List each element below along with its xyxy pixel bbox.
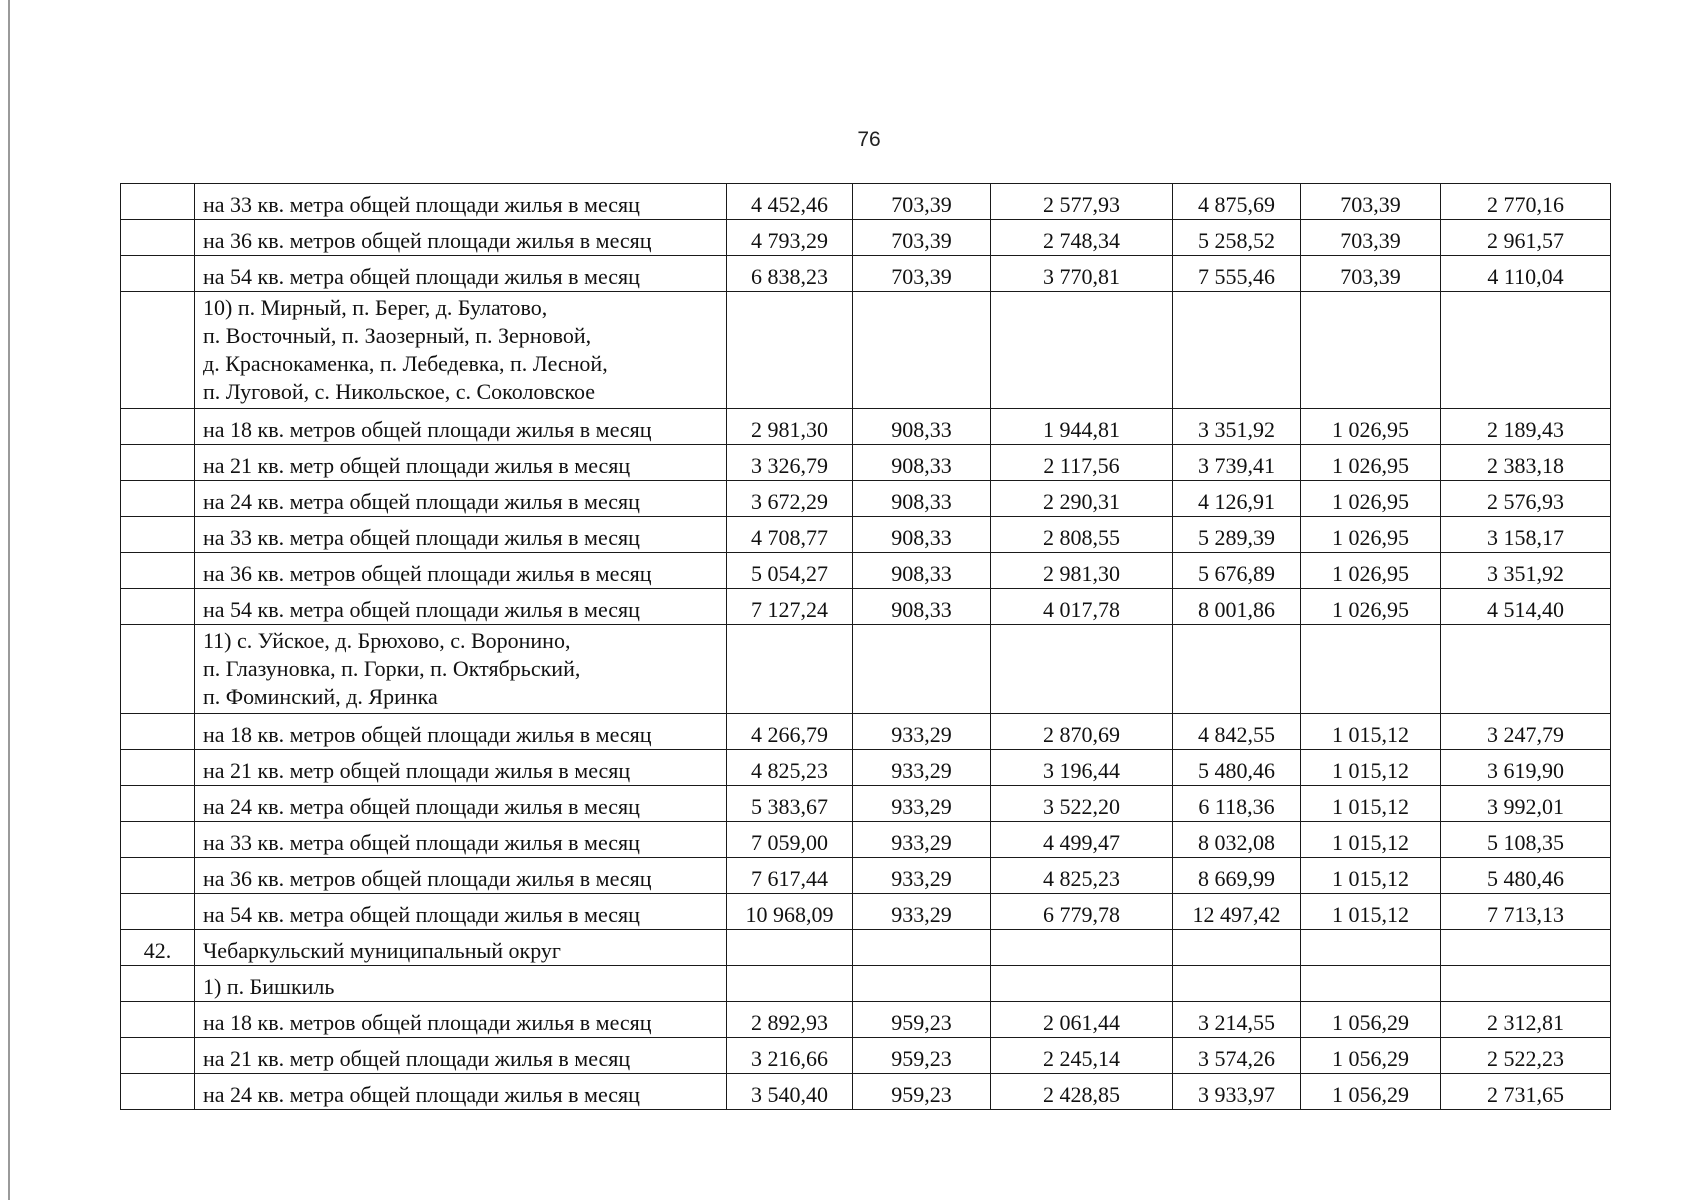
value-cell: 6 118,36 (1173, 786, 1301, 822)
area-norm-label: на 18 кв. метров общей площади жилья в месяц (195, 409, 727, 445)
row-number-cell (121, 553, 195, 589)
value-cell: 2 808,55 (991, 517, 1173, 553)
settlement-list-cell (195, 625, 727, 714)
value-cell: 5 289,39 (1173, 517, 1301, 553)
value-cell (1301, 966, 1441, 1002)
table-row (121, 445, 1611, 481)
value-cell: 12 497,42 (1173, 894, 1301, 930)
value-cell: 3 326,79 (727, 445, 853, 481)
settlement-row (121, 292, 1611, 409)
value-cell: 703,39 (1301, 220, 1441, 256)
value-cell: 1 015,12 (1301, 714, 1441, 750)
value-cell: 1 015,12 (1301, 858, 1441, 894)
row-number-cell (121, 184, 195, 220)
row-number-cell (121, 822, 195, 858)
value-cell: 959,23 (853, 1074, 991, 1110)
row-number-cell (121, 256, 195, 292)
value-cell: 933,29 (853, 822, 991, 858)
settlement-line: 10) п. Мирный, п. Берег, д. Булатово, (203, 295, 548, 320)
value-cell: 1 015,12 (1301, 822, 1441, 858)
value-cell: 1 026,95 (1301, 409, 1441, 445)
value-cell: 3 992,01 (1441, 786, 1611, 822)
value-cell: 1 026,95 (1301, 445, 1441, 481)
area-norm-label: на 21 кв. метр общей площади жилья в месяц (195, 445, 727, 481)
area-norm-label: на 21 кв. метр общей площади жилья в месяц (195, 1038, 727, 1074)
value-cell: 3 216,66 (727, 1038, 853, 1074)
value-cell: 2 981,30 (727, 409, 853, 445)
value-cell: 3 522,20 (991, 786, 1173, 822)
settlement-list-cell (195, 292, 727, 409)
value-cell: 908,33 (853, 409, 991, 445)
area-norm-label: на 54 кв. метра общей площади жилья в месяц (195, 256, 727, 292)
row-number-cell (121, 445, 195, 481)
value-cell: 7 555,46 (1173, 256, 1301, 292)
settlement-line: 11) с. Уйское, д. Брюхово, с. Воронино, (203, 628, 571, 653)
row-number-cell (121, 292, 195, 409)
value-cell: 3 933,97 (1173, 1074, 1301, 1110)
area-norm-label: на 36 кв. метров общей площади жилья в месяц (195, 553, 727, 589)
value-cell: 5 480,46 (1173, 750, 1301, 786)
value-cell: 3 214,55 (1173, 1002, 1301, 1038)
value-cell: 3 770,81 (991, 256, 1173, 292)
table-row (121, 184, 1611, 220)
section-heading-row (121, 930, 1611, 966)
value-cell: 7 059,00 (727, 822, 853, 858)
value-cell: 7 617,44 (727, 858, 853, 894)
value-cell (1173, 930, 1301, 966)
table-row (121, 517, 1611, 553)
tariff-table (120, 183, 1611, 1110)
area-norm-label: на 33 кв. метра общей площади жилья в месяц (195, 822, 727, 858)
value-cell: 2 189,43 (1441, 409, 1611, 445)
area-norm-label: на 24 кв. метра общей площади жилья в месяц (195, 1074, 727, 1110)
section-heading-row (121, 966, 1611, 1002)
value-cell: 1 015,12 (1301, 894, 1441, 930)
area-norm-label: на 54 кв. метра общей площади жилья в месяц (195, 894, 727, 930)
value-cell: 4 875,69 (1173, 184, 1301, 220)
row-number-cell (121, 625, 195, 714)
value-cell: 5 258,52 (1173, 220, 1301, 256)
value-cell: 6 838,23 (727, 256, 853, 292)
value-cell: 4 842,55 (1173, 714, 1301, 750)
value-cell: 2 290,31 (991, 481, 1173, 517)
value-cell: 908,33 (853, 517, 991, 553)
value-cell: 1 056,29 (1301, 1038, 1441, 1074)
table-row (121, 589, 1611, 625)
value-cell: 3 196,44 (991, 750, 1173, 786)
value-cell (1301, 930, 1441, 966)
value-cell (853, 930, 991, 966)
value-cell: 1 944,81 (991, 409, 1173, 445)
value-cell (991, 292, 1173, 409)
value-cell: 7 713,13 (1441, 894, 1611, 930)
row-number-cell (121, 714, 195, 750)
value-cell: 908,33 (853, 589, 991, 625)
area-norm-label: на 54 кв. метра общей площади жилья в месяц (195, 589, 727, 625)
row-number-cell (121, 589, 195, 625)
value-cell: 7 127,24 (727, 589, 853, 625)
value-cell: 933,29 (853, 786, 991, 822)
value-cell: 2 245,14 (991, 1038, 1173, 1074)
settlement-line: п. Луговой, с. Никольское, с. Соколовское (203, 379, 596, 404)
value-cell (991, 966, 1173, 1002)
value-cell: 4 793,29 (727, 220, 853, 256)
area-norm-label: на 36 кв. метров общей площади жилья в месяц (195, 858, 727, 894)
row-number-cell (121, 786, 195, 822)
value-cell: 2 061,44 (991, 1002, 1173, 1038)
value-cell: 2 117,56 (991, 445, 1173, 481)
row-number-cell (121, 966, 195, 1002)
value-cell: 2 522,23 (1441, 1038, 1611, 1074)
table-row (121, 220, 1611, 256)
value-cell: 1 056,29 (1301, 1002, 1441, 1038)
value-cell (853, 966, 991, 1002)
value-cell: 959,23 (853, 1002, 991, 1038)
value-cell: 2 428,85 (991, 1074, 1173, 1110)
value-cell: 1 026,95 (1301, 517, 1441, 553)
value-cell: 933,29 (853, 750, 991, 786)
table-row (121, 894, 1611, 930)
value-cell (853, 292, 991, 409)
section-heading: 1) п. Бишкиль (195, 966, 727, 1002)
value-cell: 703,39 (1301, 256, 1441, 292)
value-cell (727, 930, 853, 966)
value-cell: 6 779,78 (991, 894, 1173, 930)
area-norm-label: на 33 кв. метра общей площади жилья в месяц (195, 184, 727, 220)
row-number-cell (121, 409, 195, 445)
value-cell: 2 312,81 (1441, 1002, 1611, 1038)
page-number: 76 (857, 128, 881, 151)
value-cell: 5 108,35 (1441, 822, 1611, 858)
value-cell: 2 383,18 (1441, 445, 1611, 481)
value-cell: 4 514,40 (1441, 589, 1611, 625)
value-cell: 703,39 (853, 184, 991, 220)
value-cell: 8 001,86 (1173, 589, 1301, 625)
value-cell: 5 054,27 (727, 553, 853, 589)
value-cell: 3 672,29 (727, 481, 853, 517)
value-cell: 2 748,34 (991, 220, 1173, 256)
settlement-line: п. Глазуновка, п. Горки, п. Октябрьский, (203, 656, 581, 681)
area-norm-label: на 24 кв. метра общей площади жилья в месяц (195, 481, 727, 517)
settlement-line: п. Фоминский, д. Яринка (203, 684, 438, 709)
value-cell: 4 017,78 (991, 589, 1173, 625)
value-cell: 3 351,92 (1173, 409, 1301, 445)
value-cell: 2 961,57 (1441, 220, 1611, 256)
value-cell: 10 968,09 (727, 894, 853, 930)
settlement-line: д. Краснокаменка, п. Лебедевка, п. Лесной, (203, 351, 608, 376)
value-cell (727, 625, 853, 714)
value-cell (991, 625, 1173, 714)
value-cell: 5 480,46 (1441, 858, 1611, 894)
value-cell: 1 056,29 (1301, 1074, 1441, 1110)
value-cell: 8 669,99 (1173, 858, 1301, 894)
table-row (121, 553, 1611, 589)
value-cell: 3 247,79 (1441, 714, 1611, 750)
table-row (121, 1074, 1611, 1110)
table-row (121, 786, 1611, 822)
value-cell: 4 825,23 (991, 858, 1173, 894)
value-cell: 959,23 (853, 1038, 991, 1074)
value-cell (1173, 625, 1301, 714)
table-row (121, 409, 1611, 445)
row-number-cell (121, 858, 195, 894)
value-cell: 2 981,30 (991, 553, 1173, 589)
area-norm-label: на 24 кв. метра общей площади жилья в месяц (195, 786, 727, 822)
row-number-cell (121, 517, 195, 553)
tariff-table-body (121, 184, 1611, 1110)
row-number-cell (121, 1038, 195, 1074)
row-number-cell: 42. (121, 930, 195, 966)
value-cell: 703,39 (853, 220, 991, 256)
value-cell: 703,39 (853, 256, 991, 292)
value-cell: 4 110,04 (1441, 256, 1611, 292)
value-cell: 2 576,93 (1441, 481, 1611, 517)
row-number-cell (121, 894, 195, 930)
value-cell (1301, 625, 1441, 714)
value-cell: 1 026,95 (1301, 481, 1441, 517)
value-cell: 2 577,93 (991, 184, 1173, 220)
row-number-cell (121, 1002, 195, 1038)
value-cell: 1 026,95 (1301, 589, 1441, 625)
area-norm-label: на 21 кв. метр общей площади жилья в месяц (195, 750, 727, 786)
section-heading: Чебаркульский муниципальный округ (195, 930, 727, 966)
value-cell (853, 625, 991, 714)
value-cell: 908,33 (853, 445, 991, 481)
value-cell: 933,29 (853, 858, 991, 894)
settlement-row (121, 625, 1611, 714)
value-cell: 4 499,47 (991, 822, 1173, 858)
value-cell: 4 825,23 (727, 750, 853, 786)
value-cell: 8 032,08 (1173, 822, 1301, 858)
value-cell: 908,33 (853, 553, 991, 589)
value-cell: 3 158,17 (1441, 517, 1611, 553)
value-cell (727, 966, 853, 1002)
value-cell (1301, 292, 1441, 409)
value-cell: 2 770,16 (1441, 184, 1611, 220)
area-norm-label: на 18 кв. метров общей площади жилья в месяц (195, 714, 727, 750)
row-number-cell (121, 220, 195, 256)
table-row (121, 481, 1611, 517)
value-cell: 5 676,89 (1173, 553, 1301, 589)
value-cell: 2 870,69 (991, 714, 1173, 750)
settlement-line: п. Восточный, п. Заозерный, п. Зерновой, (203, 323, 592, 348)
value-cell (1441, 966, 1611, 1002)
value-cell: 3 574,26 (1173, 1038, 1301, 1074)
row-number-cell (121, 481, 195, 517)
value-cell: 4 266,79 (727, 714, 853, 750)
table-row (121, 714, 1611, 750)
table-row (121, 256, 1611, 292)
row-number-cell (121, 1074, 195, 1110)
value-cell: 3 739,41 (1173, 445, 1301, 481)
value-cell (1441, 930, 1611, 966)
area-norm-label: на 33 кв. метра общей площади жилья в месяц (195, 517, 727, 553)
table-row (121, 750, 1611, 786)
table-row (121, 822, 1611, 858)
value-cell (1441, 625, 1611, 714)
row-number-cell (121, 750, 195, 786)
value-cell: 933,29 (853, 894, 991, 930)
value-cell (727, 292, 853, 409)
value-cell (1441, 292, 1611, 409)
value-cell: 933,29 (853, 714, 991, 750)
value-cell (1173, 292, 1301, 409)
area-norm-label: на 18 кв. метров общей площади жилья в месяц (195, 1002, 727, 1038)
value-cell: 2 731,65 (1441, 1074, 1611, 1110)
value-cell: 4 708,77 (727, 517, 853, 553)
value-cell (1173, 966, 1301, 1002)
value-cell: 4 126,91 (1173, 481, 1301, 517)
value-cell: 3 540,40 (727, 1074, 853, 1110)
value-cell: 703,39 (1301, 184, 1441, 220)
value-cell: 1 015,12 (1301, 750, 1441, 786)
scan-margin-line (8, 0, 10, 1200)
value-cell (991, 930, 1173, 966)
value-cell: 1 015,12 (1301, 786, 1441, 822)
value-cell: 2 892,93 (727, 1002, 853, 1038)
value-cell: 3 619,90 (1441, 750, 1611, 786)
area-norm-label: на 36 кв. метров общей площади жилья в месяц (195, 220, 727, 256)
value-cell: 908,33 (853, 481, 991, 517)
value-cell: 4 452,46 (727, 184, 853, 220)
table-row (121, 858, 1611, 894)
value-cell: 3 351,92 (1441, 553, 1611, 589)
value-cell: 5 383,67 (727, 786, 853, 822)
table-row (121, 1002, 1611, 1038)
table-row (121, 1038, 1611, 1074)
value-cell: 1 026,95 (1301, 553, 1441, 589)
